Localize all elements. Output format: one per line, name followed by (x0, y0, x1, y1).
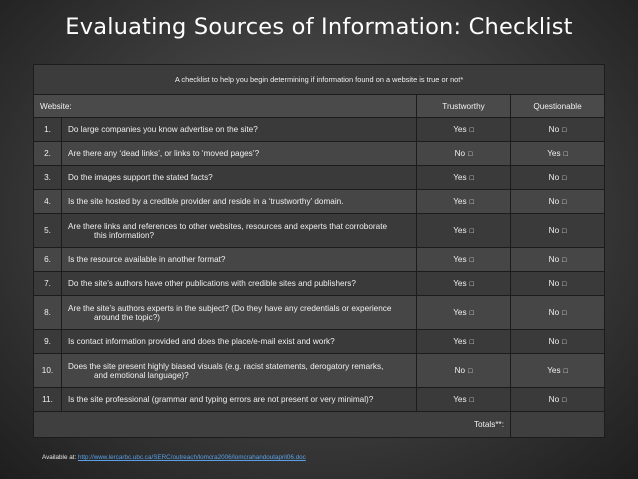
checkbox-icon[interactable]: □ (562, 228, 567, 235)
answer-text: Yes (453, 279, 467, 288)
table-row (34, 248, 605, 272)
checklist-caption: A checklist to help you begin determining if information found on a website is true or not* (34, 65, 605, 95)
source-link[interactable]: http://www.lercarbc.ubc.ca/SERC/outreach/lomcra2006/lomcrahandoutapril06.doc (77, 454, 306, 461)
trustworthy-answer[interactable] (417, 214, 511, 248)
checkbox-icon[interactable]: □ (563, 368, 568, 375)
question-line: Is contact information provided and does the place/e-mail exist and work? (68, 337, 335, 346)
question-number: 9. (34, 330, 62, 354)
checkbox-icon[interactable]: □ (469, 397, 474, 404)
question-line: Is the site professional (grammar and typing errors are not present or very minimal)? (68, 395, 374, 404)
checkbox-icon[interactable]: □ (469, 281, 474, 288)
answer-text: No (548, 125, 560, 134)
table-row (34, 296, 605, 330)
questionable-answer[interactable] (511, 214, 605, 248)
totals-row (34, 412, 605, 438)
checkbox-icon[interactable]: □ (469, 257, 474, 264)
answer-text: Yes (453, 255, 467, 264)
checkbox-icon[interactable]: □ (562, 127, 567, 134)
question-text (62, 166, 417, 190)
question-text (62, 214, 417, 248)
question-text (62, 248, 417, 272)
checkbox-icon[interactable]: □ (562, 397, 567, 404)
checkbox-icon[interactable]: □ (468, 151, 473, 158)
trustworthy-answer[interactable] (417, 296, 511, 330)
trustworthy-answer[interactable] (417, 272, 511, 296)
question-line: Is the site hosted by a credible provider and reside in a ‘trustworthy’ domain. (68, 197, 344, 206)
answer-text: No (548, 255, 560, 264)
question-text (62, 142, 417, 166)
checkbox-icon[interactable]: □ (562, 339, 567, 346)
question-number: 10. (34, 354, 62, 388)
question-number: 2. (34, 142, 62, 166)
answer-text: No (548, 395, 560, 404)
questionable-answer[interactable] (511, 118, 605, 142)
answer-text: No (548, 308, 560, 317)
answer-text: Yes (453, 337, 467, 346)
question-line: Are there any ‘dead links’, or links to ‘moved pages’? (68, 149, 260, 158)
answer-text: Yes (453, 197, 467, 206)
checkbox-icon[interactable]: □ (562, 257, 567, 264)
questionable-answer[interactable] (511, 190, 605, 214)
table-row (34, 118, 605, 142)
question-number: 6. (34, 248, 62, 272)
question-text (62, 190, 417, 214)
question-text (62, 296, 417, 330)
checkbox-icon[interactable]: □ (469, 228, 474, 235)
answer-text: Yes (453, 226, 467, 235)
answer-text: Yes (453, 395, 467, 404)
answer-text: No (548, 337, 560, 346)
checkbox-icon[interactable]: □ (469, 127, 474, 134)
question-line-cont: and emotional language)? (94, 370, 189, 380)
question-line: Do large companies you know advertise on the site? (68, 125, 258, 134)
question-text (62, 118, 417, 142)
question-number: 8. (34, 296, 62, 330)
question-number: 4. (34, 190, 62, 214)
checkbox-icon[interactable]: □ (562, 281, 567, 288)
table-row (34, 354, 605, 388)
questionable-header: Questionable (511, 95, 605, 118)
checkbox-icon[interactable]: □ (468, 368, 473, 375)
answer-text: No (548, 279, 560, 288)
table-row (34, 142, 605, 166)
answer-text: Yes (453, 125, 467, 134)
answer-text: Yes (453, 173, 467, 182)
question-line: Are there links and references to other websites, resources and experts that corroborate (68, 221, 388, 231)
question-line: Are the site’s authors experts in the subject? (Do they have any credentials or experience (68, 303, 392, 313)
questionable-answer[interactable] (511, 388, 605, 412)
trustworthy-answer[interactable] (417, 388, 511, 412)
trustworthy-answer[interactable] (417, 248, 511, 272)
trustworthy-answer[interactable] (417, 354, 511, 388)
answer-text: No (454, 149, 466, 158)
table-row (34, 214, 605, 248)
checkbox-icon[interactable]: □ (562, 175, 567, 182)
question-line: Do the site’s authors have other publications with credible sites and publishers? (68, 279, 356, 288)
checkbox-icon[interactable]: □ (469, 175, 474, 182)
footer-prefix: Available at: (42, 454, 77, 461)
checklist-sheet (33, 64, 604, 438)
table-row (34, 330, 605, 354)
checkbox-icon[interactable]: □ (469, 339, 474, 346)
checkbox-icon[interactable]: □ (562, 199, 567, 206)
checkbox-icon[interactable]: □ (562, 310, 567, 317)
trustworthy-answer[interactable] (417, 142, 511, 166)
questionable-answer[interactable] (511, 354, 605, 388)
question-number: 11. (34, 388, 62, 412)
questionable-answer[interactable] (511, 142, 605, 166)
trustworthy-answer[interactable] (417, 190, 511, 214)
question-line-cont: around the topic?) (94, 312, 160, 322)
question-number: 1. (34, 118, 62, 142)
checkbox-icon[interactable]: □ (469, 310, 474, 317)
question-line: Is the resource available in another format? (68, 255, 226, 264)
question-line: Does the site present highly biased visuals (e.g. racist statements, derogatory remarks, (68, 361, 384, 371)
trustworthy-answer[interactable] (417, 166, 511, 190)
answer-text: No (454, 366, 466, 375)
checklist-table (33, 64, 605, 438)
totals-label: Totals**: (34, 412, 511, 438)
question-number: 3. (34, 166, 62, 190)
answer-text: Yes (453, 308, 467, 317)
trustworthy-header: Trustworthy (417, 95, 511, 118)
questionable-answer[interactable] (511, 296, 605, 330)
page-title: Evaluating Sources of Information: Checklist (65, 14, 573, 40)
answer-text: No (548, 197, 560, 206)
table-row (34, 166, 605, 190)
question-text (62, 354, 417, 388)
table-row (34, 388, 605, 412)
question-line: Do the images support the stated facts? (68, 173, 213, 182)
website-label: Website: (34, 95, 417, 118)
answer-text: No (548, 226, 560, 235)
trustworthy-answer[interactable] (417, 118, 511, 142)
question-text (62, 388, 417, 412)
question-number: 5. (34, 214, 62, 248)
trustworthy-answer[interactable] (417, 330, 511, 354)
question-number: 7. (34, 272, 62, 296)
totals-value (511, 412, 605, 438)
answer-text: Yes (547, 366, 561, 375)
header-row (34, 95, 605, 118)
checkbox-icon[interactable]: □ (563, 151, 568, 158)
question-line-cont: this information? (94, 230, 155, 240)
question-text (62, 330, 417, 354)
table-row (34, 190, 605, 214)
questionable-answer[interactable] (511, 166, 605, 190)
question-text (62, 272, 417, 296)
answer-text: No (548, 173, 560, 182)
source-footer (42, 454, 306, 461)
checkbox-icon[interactable]: □ (469, 199, 474, 206)
questionable-answer[interactable] (511, 248, 605, 272)
caption-row (34, 65, 605, 95)
questionable-answer[interactable] (511, 330, 605, 354)
answer-text: Yes (547, 149, 561, 158)
questionable-answer[interactable] (511, 272, 605, 296)
table-row (34, 272, 605, 296)
